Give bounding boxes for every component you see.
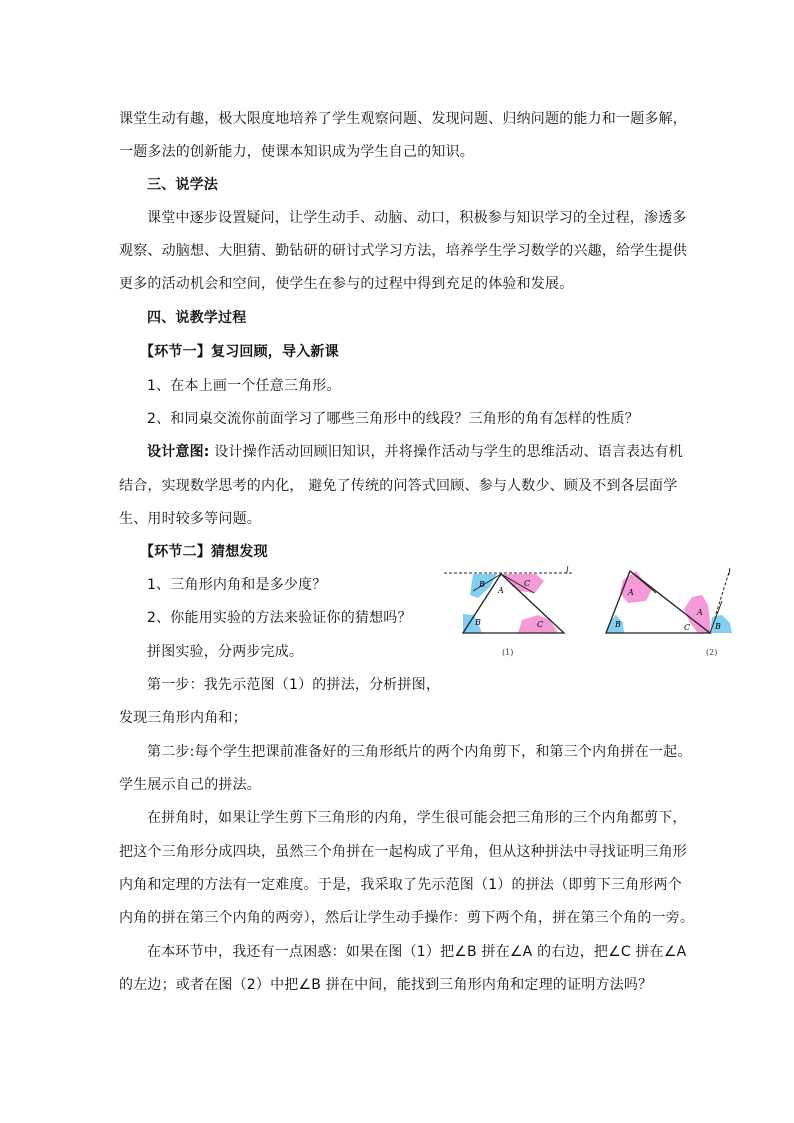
paragraph-line: 课堂中逐步设置疑问，让学生动手、动脑、动口，积极参与知识学习的全过程，渗透多 — [147, 210, 687, 226]
paragraph-line: 的左边；或者在图（2）中把∠B 拼在中间，能找到三角形内角和定理的证明方法吗？ — [119, 977, 653, 993]
fig2-label-l: l — [728, 568, 731, 577]
figure-1-caption: (1) — [502, 648, 514, 657]
fig2-label-a-left: A — [628, 588, 634, 597]
link-title: 【环节一】复习回顾，导入新课 — [140, 344, 339, 360]
design-intent — [147, 443, 683, 461]
paragraph-line: 一题多法的创新能力，使课本知识成为学生自己的知识。 — [119, 144, 474, 160]
link-title: 【环节二】猜想发现 — [140, 544, 268, 560]
paragraph-line: 内角的拼在第三个内角的两旁），然后让学生动手操作：剪下两个角，拼在第三个角的一旁。 — [119, 910, 695, 926]
fig2-label-c: C — [684, 623, 691, 632]
fig1-label-b-bottom: B — [475, 618, 481, 627]
figure-1-diagram — [440, 565, 580, 655]
paragraph-line: 第二步:每个学生把课前准备好的三角形纸片的两个内角剪下，和第三个内角拼在一起。 — [147, 744, 692, 760]
fig2-label-b-right: B — [715, 622, 721, 631]
paragraph-line: 拼图实验，分两步完成。 — [147, 644, 304, 660]
paragraph-line: 在本环节中，我还有一点困惑：如果在图（1）把∠B 拼在∠A 的右边，把∠C 拼在∠A — [147, 944, 687, 960]
section-heading: 三、说学法 — [147, 177, 218, 193]
list-item: 2、你能用实验的方法来验证你的猜想吗？ — [147, 610, 412, 626]
fig1-label-b-top: B — [479, 580, 485, 589]
list-item: 1、在本上画一个任意三角形。 — [147, 378, 341, 394]
design-intent-label: 设计意图: — [147, 444, 210, 460]
fig1-label-a: A — [498, 586, 504, 595]
design-intent-text: 设计操作活动回顾旧知识，并将操作活动与学生的思维活动、语言表达有机 — [209, 444, 683, 460]
section-heading: 四、说教学过程 — [147, 310, 247, 326]
paragraph-line: 观察、动脑想、大胆猜、勤钻研的研讨式学习方法，培养学生学习数学的兴趣，给学生提供 — [119, 243, 687, 259]
paragraph-line: 发现三角形内角和； — [119, 710, 247, 726]
paragraph-line: 学生展示自己的拼法。 — [119, 777, 261, 793]
fig2-label-a-right: A — [697, 608, 703, 617]
paragraph-line: 在拼角时，如果让学生剪下三角形的内角，学生很可能会把三角形的三个内角都剪下， — [147, 810, 687, 826]
list-item: 2、和同桌交流你前面学习了哪些三角形中的线段？三角形的角有怎样的性质？ — [147, 411, 639, 427]
paragraph-line: 内角和定理的方法有一定难度。于是，我采取了先示范图（1）的拼法（即剪下三角形两个 — [119, 877, 682, 893]
figure-2-diagram — [598, 565, 748, 655]
paragraph-line: 第一步：我先示范图（1）的拼法，分析拼图， — [147, 677, 441, 693]
figure-2-caption: (2) — [706, 648, 718, 657]
fig2-label-b-left: B — [615, 620, 621, 629]
fig1-label-c-top: C — [524, 579, 531, 588]
paragraph-line: 结合，实现数学思考的内化， 避免了传统的问答式回顾、参与人数少、顾及不到各层面学 — [119, 478, 678, 494]
list-item: 1、三角形内角和是多少度？ — [147, 577, 327, 593]
paragraph-line: 生、用时较多等问题。 — [119, 511, 261, 527]
paragraph-line: 更多的活动机会和空间，使学生在参与的过程中得到充足的体验和发展。 — [119, 276, 574, 292]
fig1-label-c-bottom: C — [537, 620, 544, 629]
fig1-label-l: l — [566, 566, 569, 575]
paragraph-line: 把这个三角形分成四块，虽然三个角拼在一起构成了平角，但从这种拼法中寻找证明三角形 — [119, 844, 687, 860]
paragraph-line: 课堂生动有趣，极大限度地培养了学生观察问题、发现问题、归纳问题的能力和一题多解， — [119, 111, 687, 127]
